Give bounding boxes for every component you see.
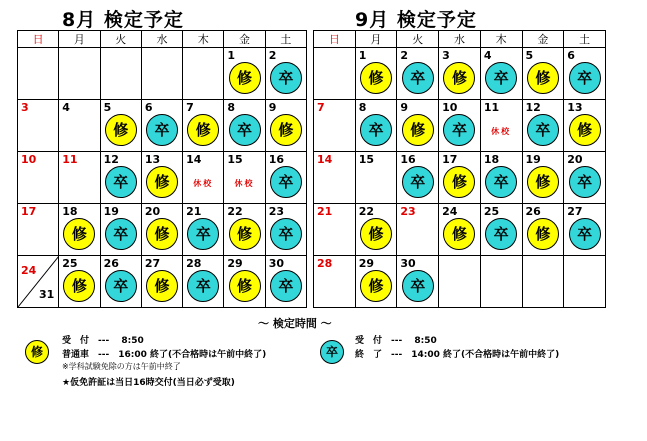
day-cell xyxy=(480,152,522,204)
sotsu-badge: 卒 xyxy=(402,166,434,198)
shu-badge: 修 xyxy=(105,114,137,146)
day-cell xyxy=(480,100,522,152)
day-cell xyxy=(439,204,481,256)
sotsu-badge: 卒 xyxy=(569,218,601,250)
day-number: 17 xyxy=(21,205,37,218)
day-number: 11 xyxy=(62,153,78,166)
day-number: 7 xyxy=(186,101,194,114)
sotsu-badge: 卒 xyxy=(270,62,302,94)
day-number: 8 xyxy=(227,101,236,114)
day-cell xyxy=(265,152,306,204)
shu-badge: 修 xyxy=(443,218,475,250)
day-cell xyxy=(564,152,606,204)
sotsu-badge: 卒 xyxy=(187,270,219,302)
sotsu-badge: 卒 xyxy=(270,166,302,198)
day-number: 1 xyxy=(358,49,367,62)
day-number: 15 xyxy=(227,153,243,166)
day-cell xyxy=(224,100,265,152)
day-cell xyxy=(100,48,141,100)
shu-badge: 修 xyxy=(146,166,178,198)
day-cell xyxy=(355,152,397,204)
day-cell xyxy=(100,152,141,204)
shu-badge: 修 xyxy=(402,114,434,146)
day-cell xyxy=(183,256,224,308)
day-cell xyxy=(59,204,100,256)
day-cell xyxy=(397,204,439,256)
aug-title: 8月 検定予定 xyxy=(62,9,184,31)
day-cell xyxy=(314,48,356,100)
closed-label: 休校 xyxy=(193,179,214,188)
day-number: 23 xyxy=(268,205,284,218)
sotsu-badge: 卒 xyxy=(402,62,434,94)
day-cell xyxy=(224,256,265,308)
day-number: 10 xyxy=(442,101,458,114)
sotsu-badge: 卒 xyxy=(105,218,137,250)
weekday-header: 水 xyxy=(439,31,481,48)
shu-badge: 修 xyxy=(146,270,178,302)
day-number: 21 xyxy=(317,205,333,218)
day-cell xyxy=(183,204,224,256)
day-number: 16 xyxy=(400,153,416,166)
day-cell xyxy=(355,204,397,256)
weekday-header: 金 xyxy=(224,31,265,48)
day-number: 31 xyxy=(38,288,55,301)
legend-shu-note: ★仮免許証は当日16時交付(当日必ず受取) xyxy=(62,378,235,388)
day-cell xyxy=(265,256,306,308)
day-number: 20 xyxy=(144,205,161,218)
day-number: 29 xyxy=(227,257,243,270)
day-cell xyxy=(439,152,481,204)
legend-shu-line: 受 付 --- 8:50 xyxy=(62,336,144,346)
day-number: 25 xyxy=(483,205,500,218)
day-number: 30 xyxy=(400,257,416,270)
day-cell xyxy=(141,48,182,100)
day-cell xyxy=(397,256,439,308)
closed-label: 休校 xyxy=(491,127,512,136)
day-number: 16 xyxy=(268,153,284,166)
legend-sotsu-icon: 卒 xyxy=(320,340,344,364)
day-number: 20 xyxy=(567,153,583,166)
sotsu-badge: 卒 xyxy=(229,114,261,146)
shu-badge: 修 xyxy=(443,166,475,198)
day-number: 14 xyxy=(186,153,202,166)
legend-title: ～ 検定時間 ～ xyxy=(258,317,332,330)
day-number: 2 xyxy=(400,49,409,62)
day-number: 11 xyxy=(483,101,500,114)
day-number: 24 xyxy=(442,205,458,218)
day-number: 8 xyxy=(358,101,367,114)
day-cell xyxy=(564,100,606,152)
weekday-header: 月 xyxy=(355,31,397,48)
legend-shu-line: 普通車 --- 16:00 終了(不合格時は午前中終了) xyxy=(62,350,267,360)
day-cell xyxy=(265,48,306,100)
sotsu-badge: 卒 xyxy=(485,166,517,198)
day-number: 27 xyxy=(567,205,583,218)
day-cell xyxy=(183,152,224,204)
shu-badge: 修 xyxy=(360,62,392,94)
sotsu-badge: 卒 xyxy=(443,114,475,146)
shu-badge: 修 xyxy=(569,114,601,146)
day-cell xyxy=(59,152,100,204)
day-cell xyxy=(100,204,141,256)
day-number: 26 xyxy=(525,205,541,218)
day-number: 3 xyxy=(21,101,29,114)
weekday-header: 月 xyxy=(59,31,100,48)
shu-badge: 修 xyxy=(527,218,559,250)
day-number: 19 xyxy=(525,153,541,166)
shu-badge: 修 xyxy=(527,166,559,198)
weekday-header: 日 xyxy=(314,31,356,48)
sep-title: 9月 検定予定 xyxy=(355,9,477,31)
day-cell xyxy=(522,48,564,100)
day-cell xyxy=(59,256,100,308)
day-cell xyxy=(141,152,182,204)
sotsu-badge: 卒 xyxy=(569,62,601,94)
day-number: 15 xyxy=(358,153,375,166)
day-cell xyxy=(314,204,356,256)
shu-badge: 修 xyxy=(229,62,261,94)
day-cell xyxy=(314,152,356,204)
day-number: 22 xyxy=(358,205,375,218)
day-cell xyxy=(522,100,564,152)
sotsu-badge: 卒 xyxy=(187,218,219,250)
day-number: 10 xyxy=(21,153,37,166)
day-cell xyxy=(480,48,522,100)
day-cell xyxy=(59,100,100,152)
day-number: 28 xyxy=(186,257,202,270)
day-number: 24 xyxy=(21,264,37,277)
day-number: 5 xyxy=(103,101,112,114)
day-cell xyxy=(224,152,265,204)
day-cell xyxy=(265,100,306,152)
day-number: 12 xyxy=(103,153,119,166)
sotsu-badge: 卒 xyxy=(360,114,392,146)
day-number: 17 xyxy=(442,153,458,166)
day-number: 13 xyxy=(567,101,583,114)
sotsu-badge: 卒 xyxy=(105,166,137,198)
day-number: 25 xyxy=(62,257,78,270)
day-cell xyxy=(224,204,265,256)
sotsu-badge: 卒 xyxy=(105,270,137,302)
day-cell xyxy=(355,256,397,308)
weekday-header: 木 xyxy=(480,31,522,48)
day-cell xyxy=(18,100,59,152)
day-cell xyxy=(18,204,59,256)
day-number: 26 xyxy=(103,257,119,270)
day-number: 19 xyxy=(103,205,119,218)
legend-shu-note: ※学科試験免除の方は午前中終了 xyxy=(62,362,181,371)
closed-label: 休校 xyxy=(234,179,255,188)
day-number: 1 xyxy=(227,49,236,62)
weekday-header: 火 xyxy=(100,31,141,48)
sotsu-badge: 卒 xyxy=(270,270,302,302)
day-number: 22 xyxy=(227,205,243,218)
sotsu-badge: 卒 xyxy=(270,218,302,250)
day-cell xyxy=(564,204,606,256)
sep-calendar xyxy=(313,30,606,308)
day-cell xyxy=(397,152,439,204)
day-cell xyxy=(314,100,356,152)
day-number: 23 xyxy=(400,205,416,218)
sotsu-badge: 卒 xyxy=(402,270,434,302)
day-number: 18 xyxy=(483,153,500,166)
shu-badge: 修 xyxy=(63,270,95,302)
day-cell xyxy=(141,100,182,152)
shu-badge: 修 xyxy=(527,62,559,94)
day-cell xyxy=(355,48,397,100)
day-cell xyxy=(18,256,59,308)
day-number: 18 xyxy=(62,205,78,218)
sotsu-badge: 卒 xyxy=(146,114,178,146)
day-number: 29 xyxy=(358,257,375,270)
day-number: 13 xyxy=(144,153,161,166)
day-cell xyxy=(480,204,522,256)
day-cell xyxy=(100,256,141,308)
shu-badge: 修 xyxy=(229,218,261,250)
day-number: 6 xyxy=(567,49,575,62)
legend-sotsu-line: 終 了 --- 14:00 終了(不合格時は午前中終了) xyxy=(355,350,560,360)
day-cell xyxy=(183,100,224,152)
day-number: 4 xyxy=(62,101,70,114)
weekday-header: 木 xyxy=(183,31,224,48)
legend-sotsu-line: 受 付 --- 8:50 xyxy=(355,336,437,346)
day-number: 30 xyxy=(268,257,284,270)
weekday-header: 土 xyxy=(564,31,606,48)
shu-badge: 修 xyxy=(360,270,392,302)
day-number: 3 xyxy=(442,49,450,62)
shu-badge: 修 xyxy=(229,270,261,302)
shu-badge: 修 xyxy=(443,62,475,94)
day-cell xyxy=(439,100,481,152)
day-number: 27 xyxy=(144,257,161,270)
day-cell xyxy=(480,256,522,308)
aug-calendar xyxy=(17,30,307,308)
day-cell xyxy=(397,48,439,100)
day-number: 9 xyxy=(400,101,409,114)
day-cell xyxy=(564,256,606,308)
weekday-header: 火 xyxy=(397,31,439,48)
day-number: 6 xyxy=(144,101,153,114)
day-cell xyxy=(355,100,397,152)
day-cell xyxy=(18,152,59,204)
shu-badge: 修 xyxy=(270,114,302,146)
weekday-header: 水 xyxy=(141,31,182,48)
sotsu-badge: 卒 xyxy=(485,218,517,250)
sotsu-badge: 卒 xyxy=(569,166,601,198)
day-cell xyxy=(522,152,564,204)
day-cell xyxy=(397,100,439,152)
day-cell xyxy=(224,48,265,100)
sotsu-badge: 卒 xyxy=(485,62,517,94)
legend-shu-icon: 修 xyxy=(25,340,49,364)
shu-badge: 修 xyxy=(146,218,178,250)
day-cell xyxy=(100,100,141,152)
day-number: 28 xyxy=(317,257,333,270)
day-cell xyxy=(439,48,481,100)
day-cell xyxy=(522,204,564,256)
day-cell xyxy=(59,48,100,100)
shu-badge: 修 xyxy=(63,218,95,250)
day-cell xyxy=(564,48,606,100)
day-cell xyxy=(141,256,182,308)
day-cell xyxy=(439,256,481,308)
day-cell xyxy=(522,256,564,308)
weekday-header: 金 xyxy=(522,31,564,48)
day-number: 7 xyxy=(317,101,325,114)
shu-badge: 修 xyxy=(187,114,219,146)
weekday-header: 日 xyxy=(18,31,59,48)
day-cell xyxy=(141,204,182,256)
day-number: 5 xyxy=(525,49,534,62)
weekday-header: 土 xyxy=(265,31,306,48)
day-cell xyxy=(265,204,306,256)
day-number: 2 xyxy=(268,49,277,62)
day-number: 14 xyxy=(317,153,333,166)
day-number: 12 xyxy=(525,101,541,114)
day-cell xyxy=(314,256,356,308)
shu-badge: 修 xyxy=(360,218,392,250)
day-cell xyxy=(18,48,59,100)
sotsu-badge: 卒 xyxy=(527,114,559,146)
day-number: 4 xyxy=(483,49,492,62)
day-cell xyxy=(183,48,224,100)
day-number: 9 xyxy=(268,101,277,114)
day-number: 21 xyxy=(186,205,202,218)
